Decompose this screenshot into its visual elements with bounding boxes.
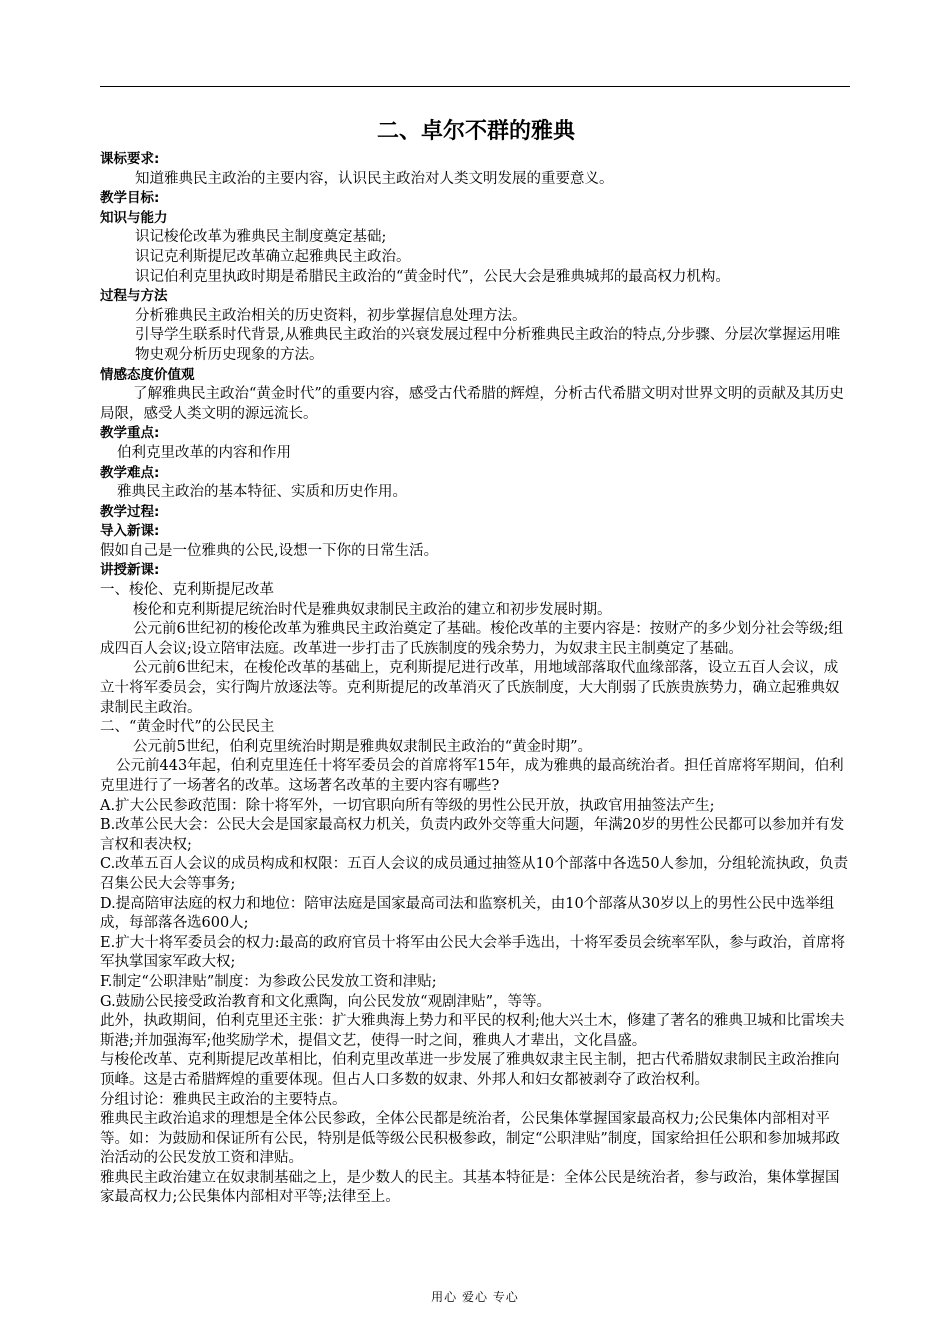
body-paragraph: 分组讨论：雅典民主政治的主要特点。 — [100, 1091, 347, 1108]
section1-title: 一、梭伦、克利斯提尼改革 — [100, 582, 274, 599]
section1-paragraph: 公元前6世纪初的梭伦改革为雅典民主政治奠定了基础。梭伦改革的主要内容是：按财产的多少划分社会等级;组成四百人会议;设立陪审法庭。改革进一步打击了氏族制度的残余势力，为奴隶主民主制奠定了基础。 — [100, 621, 844, 657]
attitude-text: 了解雅典民主政治“黄金时代”的重要内容，感受古代希腊的辉煌，分析古代希腊文明对世界文明的贡献及其历史局限，感受人类文明的源远流长。 — [100, 386, 844, 422]
reform-item: F.制定“公职津贴”制度：为参政公民发放工资和津贴; — [100, 973, 437, 990]
reform-item: D.提高陪审法庭的权力和地位：陪审法庭是国家最高司法和监察机关，由10个部落从30岁以上的男性公民中选举组成，每部落各选600人; — [100, 895, 835, 932]
section1-paragraph: 梭伦和克利斯提尼统治时代是雅典奴隶制民主政治的建立和初步发展时期。 — [133, 601, 612, 618]
curriculum-text: 知道雅典民主政治的主要内容，认识民主政治对人类文明发展的重要意义。 — [135, 170, 614, 187]
process-label: 教学过程: — [100, 503, 160, 520]
document-body — [100, 150, 852, 1208]
intro-text: 假如自己是一位雅典的公民,设想一下你的日常生活。 — [100, 542, 439, 559]
knowledge-item: 识记伯利克里执政时期是希腊民主政治的“黄金时代”，公民大会是雅典城邦的最高权力机构。 — [135, 268, 730, 285]
new-lesson-label: 讲授新课: — [100, 562, 160, 579]
attitude-label: 情感态度价值观 — [100, 366, 195, 383]
page-footer: 用心 爱心 专心 — [431, 1290, 519, 1304]
curriculum-label: 课标要求: — [100, 151, 160, 167]
page-title: 二、卓尔不群的雅典 — [376, 118, 575, 144]
goals-label: 教学目标: — [100, 190, 160, 207]
knowledge-label: 知识与能力 — [100, 209, 168, 226]
section2-paragraph: 公元前5世纪，伯利克里统治时期是雅典奴隶制民主政治的“黄金时期”。 — [133, 738, 593, 755]
intro-label: 导入新课: — [100, 523, 160, 540]
key-point-label: 教学重点: — [100, 425, 160, 442]
reform-item: B.改革公民大会：公民大会是国家最高权力机关，负责内政外交等重大问题，年满20岁的男性公民都可以参加并有发言权和表决权; — [100, 817, 845, 853]
method-item: 引导学生联系时代背景,从雅典民主政治的兴衰发展过程中分析雅典民主政治的特点,分步骤、分层次掌握运用唯物史观分析历史现象的方法。 — [135, 327, 841, 363]
knowledge-item: 识记梭伦改革为雅典民主制度奠定基础; — [135, 229, 387, 246]
body-paragraph: 雅典民主政治建立在奴隶制基础之上，是少数人的民主。其基本特征是：全体公民是统治者，参与政治，集体掌握国家最高权力;公民集体内部相对平等;法律至上。 — [100, 1169, 840, 1206]
knowledge-item: 识记克利斯提尼改革确立起雅典民主政治。 — [135, 248, 411, 265]
header-rule — [100, 86, 850, 87]
document-page — [100, 110, 852, 1208]
section1-paragraph: 公元前6世纪末，在梭伦改革的基础上，克利斯提尼进行改革，用地域部落取代血缘部落，设立五百人会议，成立十将军委员会，实行陶片放逐法等。克利斯提尼的改革消灭了氏族制度，大大削弱了氏族贵族势力，确立起雅典奴隶制民主政治。 — [100, 660, 840, 716]
reform-item: G.鼓励公民接受政治教育和文化熏陶，向公民发放“观剧津贴”，等等。 — [100, 993, 551, 1010]
difficulty-label: 教学难点: — [100, 464, 160, 481]
key-point-text: 伯利克里改革的内容和作用 — [117, 444, 291, 461]
body-paragraph: 此外，执政期间，伯利克里还主张：扩大雅典海上势力和平民的权利;他大兴土木，修建了著名的雅典卫城和比雷埃夫斯港;并加强海军;他奖励学术，提倡文艺，使得一时之间，雅典人才辈出，文化昌盛。 — [100, 1013, 845, 1049]
difficulty-text: 雅典民主政治的基本特征、实质和历史作用。 — [117, 484, 407, 501]
body-paragraph: 与梭伦改革、克利斯提尼改革相比，伯利克里改革进一步发展了雅典奴隶主民主制，把古代希腊奴隶制民主政治推向顶峰。这是古希腊辉煌的重要体现。但占人口多数的奴隶、外邦人和妇女都被剥夺了政治权利。 — [100, 1052, 840, 1088]
method-item: 分析雅典民主政治相关的历史资料，初步掌握信息处理方法。 — [135, 307, 527, 324]
section2-title: 二、“黄金时代”的公民民主 — [100, 719, 275, 736]
reform-item: A.扩大公民参政范围：除十将军外，一切官职向所有等级的男性公民开放，执政官用抽签法产生; — [100, 797, 715, 814]
section2-paragraph: 公元前443年起，伯利克里连任十将军委员会的首席将军15年，成为雅典的最高统治者。担任首席将军期间，伯利克里进行了一场著名的改革。这场著名改革的主要内容有哪些? — [100, 758, 844, 794]
reform-item: C.改革五百人会议的成员构成和权限：五百人会议的成员通过抽签从10个部落中各选50人参加，分组轮流执政，负责召集公民大会等事务; — [100, 856, 849, 892]
method-label: 过程与方法 — [100, 288, 168, 305]
reform-item: E.扩大十将军委员会的权力:最高的政府官员十将军由公民大会举手选出，十将军委员会统率军队，参与政治，首席将军执掌国家军政大权; — [100, 934, 846, 971]
body-paragraph: 雅典民主政治追求的理想是全体公民参政，全体公民都是统治者，公民集体掌握国家最高权力;公民集体内部相对平等。如：为鼓励和保证所有公民，特别是低等级公民积极参政，制定“公职津贴”制度，国家给担任公职和参加城邦政治活动的公民发放工资和津贴。 — [100, 1111, 840, 1167]
